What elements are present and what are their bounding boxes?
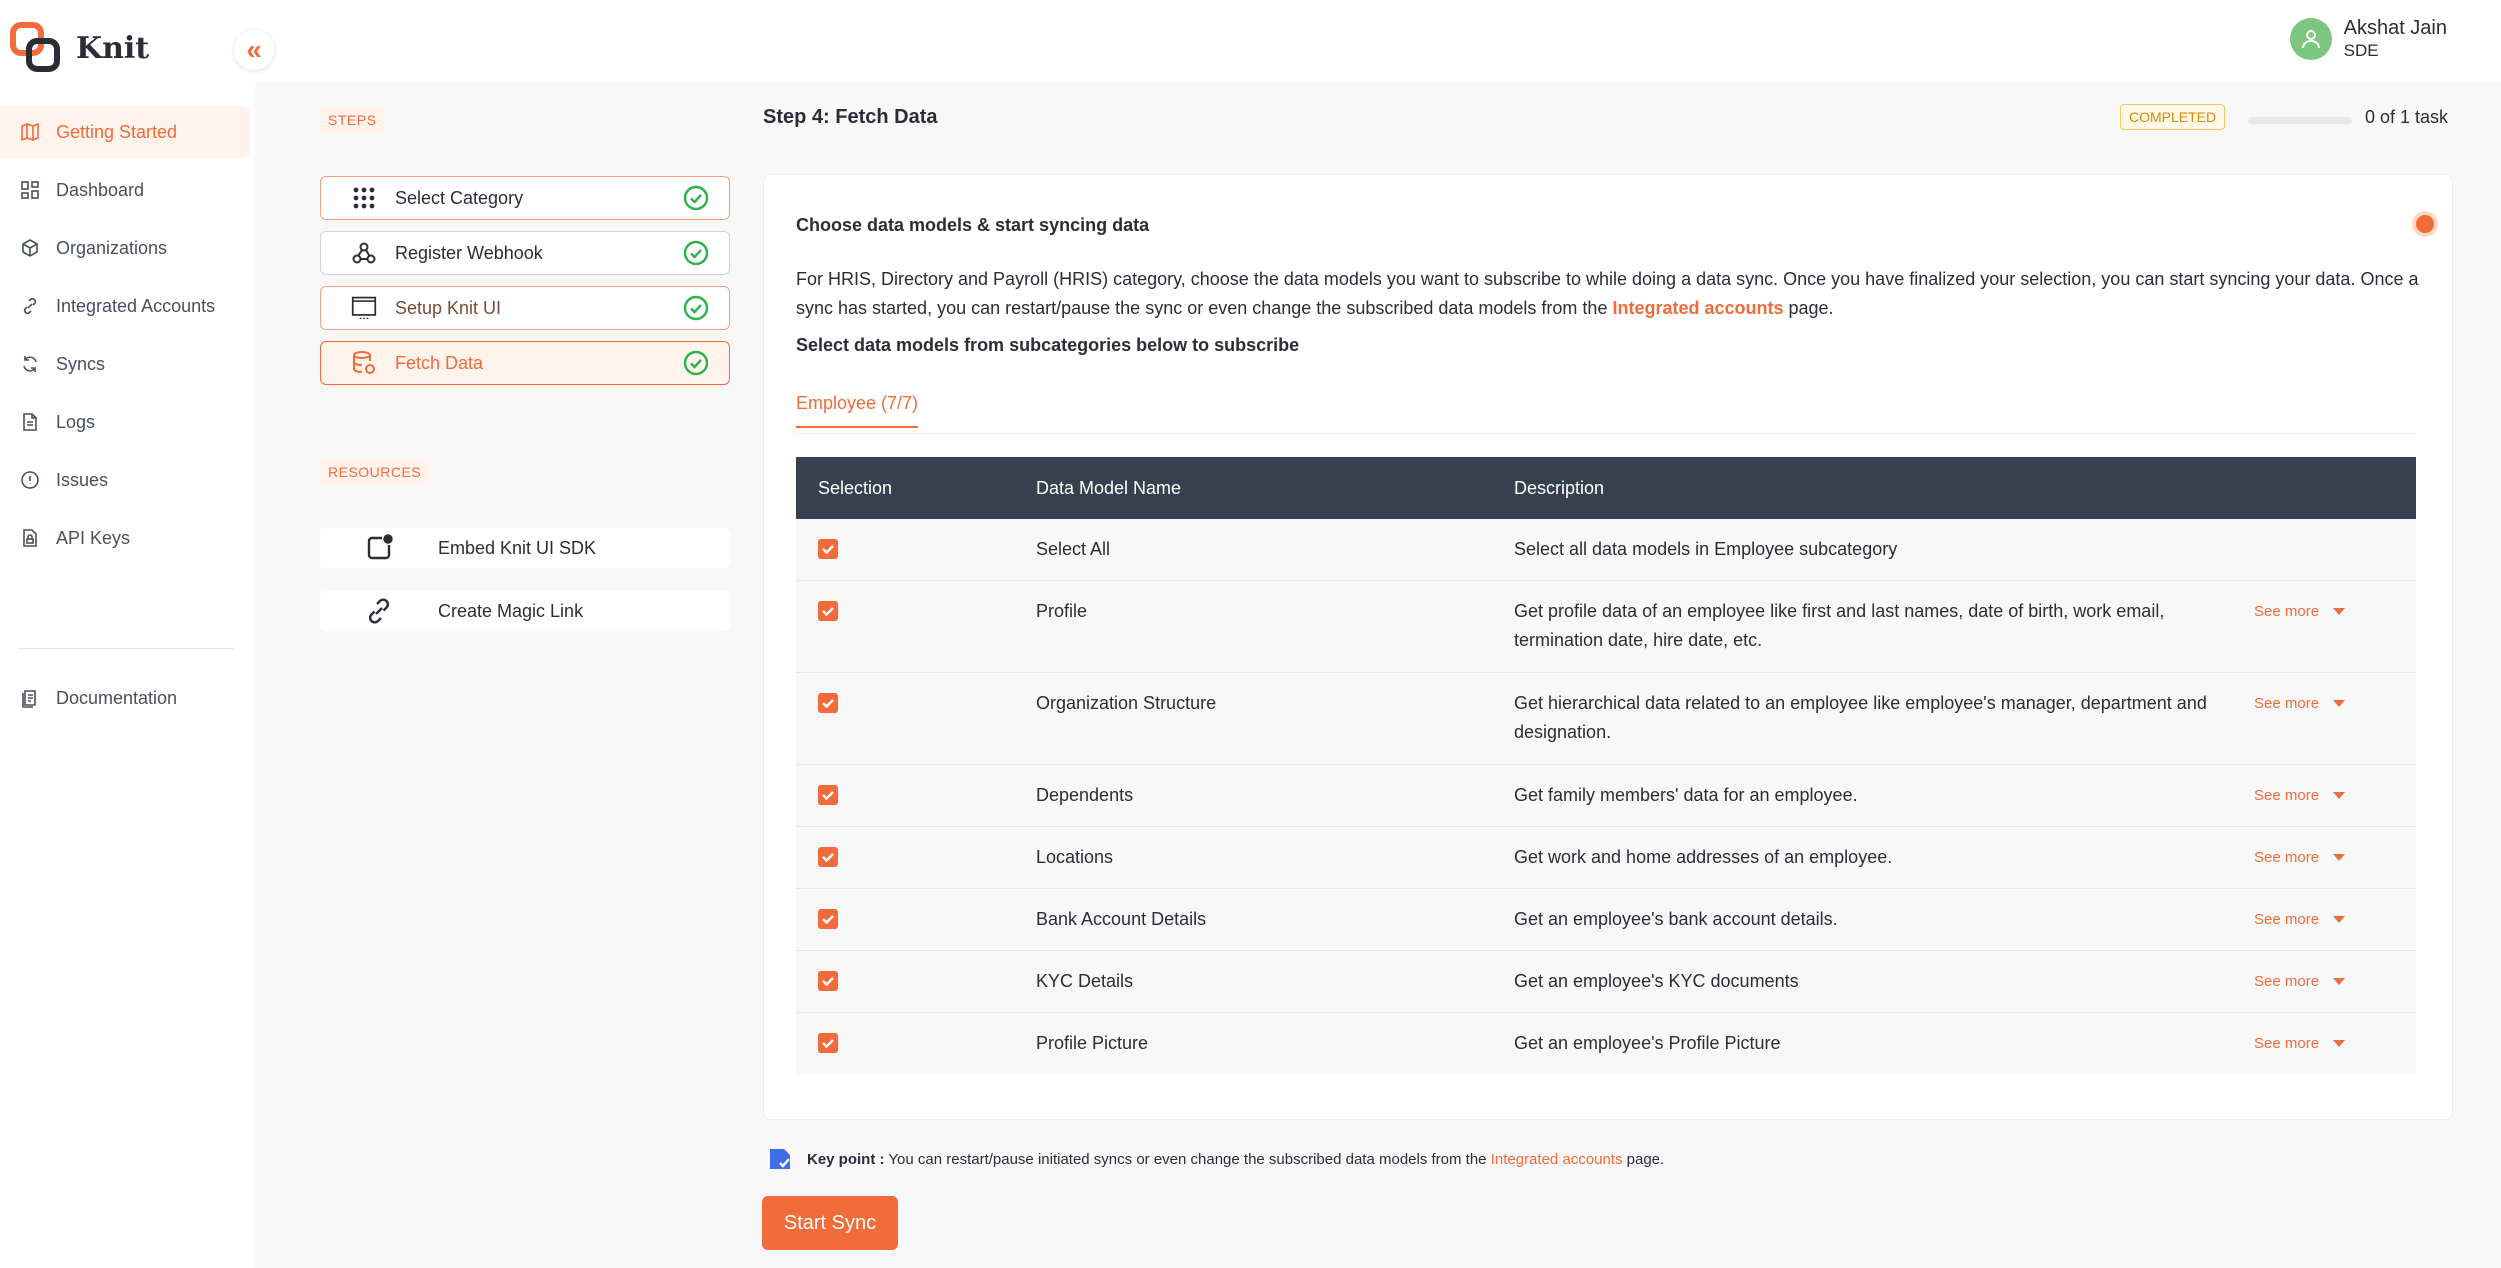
key-point-integrated-accounts-link[interactable]: Integrated accounts xyxy=(1490,1150,1623,1168)
data-model-name: Organization Structure xyxy=(1036,693,1217,713)
main-panel xyxy=(255,82,2501,1268)
column-header-description: Description xyxy=(1514,477,1605,498)
data-model-description: Get an employee's Profile Picture xyxy=(1514,1033,1781,1053)
select-checkbox[interactable] xyxy=(818,1033,838,1053)
sidebar-item-dashboard[interactable] xyxy=(0,164,250,216)
caret-down-icon xyxy=(2333,978,2345,985)
tab-divider xyxy=(796,433,2416,434)
user-name: Akshat Jain xyxy=(2343,17,2447,39)
selection-cell xyxy=(796,905,1036,929)
task-count: 0 of 1 task xyxy=(2365,107,2449,127)
data-model-name: KYC Details xyxy=(1036,971,1134,991)
table-row xyxy=(796,673,2416,765)
column-header-name: Data Model Name xyxy=(1036,477,1182,498)
sidebar-item-label: Logs xyxy=(56,411,96,432)
check-circle-icon xyxy=(683,185,709,211)
resource-label: Embed Knit UI SDK xyxy=(438,537,597,558)
resource-label: Create Magic Link xyxy=(438,600,584,621)
status-dot xyxy=(2416,215,2434,233)
data-model-description: Get profile data of an employee like first and last names, date of birth, work email, termination date, hire date, etc. xyxy=(1514,601,2165,650)
sidebar-item-label: Dashboard xyxy=(56,179,145,200)
top-bar xyxy=(0,0,2501,82)
select-checkbox[interactable] xyxy=(818,601,838,621)
tab-employee[interactable]: Employee (7/7) xyxy=(796,393,918,428)
card-title: Choose data models & start syncing data xyxy=(796,215,1150,235)
step-fetch-data[interactable] xyxy=(320,341,730,385)
see-more-label: See more xyxy=(2254,787,2320,804)
data-model-description: Get an employee's KYC documents xyxy=(1514,971,1799,991)
sidebar-item-logs[interactable] xyxy=(0,396,250,448)
collapse-sidebar-button[interactable] xyxy=(234,30,274,70)
resource-embed-knit-ui-sdk[interactable] xyxy=(320,528,730,568)
selection-cell xyxy=(796,689,1036,713)
avatar xyxy=(2290,18,2332,60)
data-model-description: Select all data models in Employee subcategory xyxy=(1514,539,1898,559)
sidebar-item-documentation[interactable] xyxy=(0,672,250,724)
checkmark-icon xyxy=(821,542,835,556)
data-model-description: Get an employee's bank account details. xyxy=(1514,909,1838,929)
see-more-toggle[interactable] xyxy=(2254,597,2416,626)
selection-cell xyxy=(796,1029,1036,1053)
see-more-toggle[interactable] xyxy=(2254,689,2416,718)
sidebar-divider xyxy=(18,648,234,649)
see-more-toggle[interactable] xyxy=(2254,781,2416,810)
step-setup-knit-ui[interactable] xyxy=(320,286,730,330)
select-checkbox[interactable] xyxy=(818,785,838,805)
data-model-name: Dependents xyxy=(1036,785,1134,805)
sidebar-item-syncs[interactable] xyxy=(0,338,250,390)
table-row xyxy=(796,889,2416,951)
see-more-label: See more xyxy=(2254,1035,2320,1052)
data-model-name: Profile Picture xyxy=(1036,1033,1149,1053)
data-model-table xyxy=(796,457,2416,1075)
data-model-description: Get hierarchical data related to an employee like employee's manager, department and designation. xyxy=(1514,693,2207,742)
selection-cell xyxy=(796,535,1036,559)
table-body xyxy=(796,519,2416,1075)
webhook-icon xyxy=(351,240,377,266)
select-checkbox[interactable] xyxy=(818,539,838,559)
caret-down-icon xyxy=(2333,1040,2345,1047)
book-icon xyxy=(20,688,40,708)
sidebar-item-issues[interactable] xyxy=(0,454,250,506)
see-more-toggle[interactable] xyxy=(2254,1029,2416,1058)
app-name: Knit xyxy=(76,30,150,66)
checkmark-icon xyxy=(821,788,835,802)
dots-grid-icon xyxy=(351,185,377,211)
sidebar-item-label: Syncs xyxy=(56,353,106,374)
checkmark-icon xyxy=(821,850,835,864)
steps-tag: STEPS xyxy=(320,108,384,132)
data-model-name: Select All xyxy=(1036,539,1111,559)
checkmark-icon xyxy=(821,912,835,926)
step-label: Setup Knit UI xyxy=(395,297,502,318)
sidebar-item-label: Issues xyxy=(56,469,109,490)
database-icon xyxy=(351,350,377,376)
file-lock-icon xyxy=(20,528,40,548)
logo[interactable] xyxy=(10,22,149,74)
task-progress-bar xyxy=(2248,117,2352,124)
column-header-selection: Selection xyxy=(818,477,893,498)
refresh-icon xyxy=(20,354,40,374)
see-more-toggle[interactable] xyxy=(2254,967,2416,996)
integrated-accounts-link[interactable]: Integrated accounts xyxy=(1612,298,1784,318)
knit-logo-icon xyxy=(10,22,62,74)
data-model-name: Bank Account Details xyxy=(1036,909,1207,929)
see-more-label: See more xyxy=(2254,911,2320,928)
key-point-text-end: page. xyxy=(1622,1150,1665,1168)
sidebar-item-label: Integrated Accounts xyxy=(56,295,216,316)
check-circle-icon xyxy=(683,240,709,266)
caret-down-icon xyxy=(2333,608,2345,615)
see-more-label: See more xyxy=(2254,973,2320,990)
user-profile[interactable] xyxy=(2290,16,2447,62)
see-more-toggle[interactable] xyxy=(2254,905,2416,934)
sidebar-item-getting-started[interactable] xyxy=(0,106,250,158)
select-checkbox[interactable] xyxy=(818,847,838,867)
data-model-name: Profile xyxy=(1036,601,1088,621)
cube-icon xyxy=(20,238,40,258)
table-header xyxy=(796,457,2416,519)
checkmark-icon xyxy=(821,1036,835,1050)
sidebar xyxy=(0,82,255,1268)
selection-cell xyxy=(796,843,1036,867)
see-more-label: See more xyxy=(2254,603,2320,620)
selection-cell xyxy=(796,597,1036,621)
table-row xyxy=(796,1013,2416,1075)
step-label: Select Category xyxy=(395,187,524,208)
step-register-webhook[interactable] xyxy=(320,231,730,275)
page-title: Step 4: Fetch Data xyxy=(763,106,938,128)
step-label: Register Webhook xyxy=(395,242,543,263)
checkmark-icon xyxy=(821,974,835,988)
link-icon xyxy=(20,296,40,316)
caret-down-icon xyxy=(2333,916,2345,923)
sidebar-item-label: Organizations xyxy=(56,237,168,258)
table-row xyxy=(796,827,2416,889)
resource-create-magic-link[interactable] xyxy=(320,591,730,631)
caret-down-icon xyxy=(2333,854,2345,861)
checkmark-icon xyxy=(821,696,835,710)
sidebar-item-organizations[interactable] xyxy=(0,222,250,274)
status-badge: COMPLETED xyxy=(2120,104,2225,130)
step-label: Fetch Data xyxy=(395,352,484,373)
selection-cell xyxy=(796,967,1036,991)
check-circle-icon xyxy=(683,350,709,376)
caret-down-icon xyxy=(2333,700,2345,707)
select-checkbox[interactable] xyxy=(818,693,838,713)
map-icon xyxy=(20,122,40,142)
data-model-description: Get family members' data for an employee. xyxy=(1514,785,1858,805)
select-checkbox[interactable] xyxy=(818,909,838,929)
key-point xyxy=(767,1146,1664,1172)
table-row xyxy=(796,581,2416,673)
link-icon xyxy=(364,596,394,626)
see-more-label: See more xyxy=(2254,849,2320,866)
start-sync-button[interactable]: Start Sync xyxy=(762,1196,898,1250)
table-row xyxy=(796,765,2416,827)
data-model-description: Get work and home addresses of an employee. xyxy=(1514,847,1893,867)
selection-cell xyxy=(796,781,1036,805)
alert-circle-icon xyxy=(20,470,40,490)
see-more-label: See more xyxy=(2254,695,2320,712)
grid-icon xyxy=(20,180,40,200)
description-text-end: page. xyxy=(1783,298,1834,318)
note-icon xyxy=(767,1146,793,1172)
sidebar-item-api-keys[interactable] xyxy=(0,512,250,564)
checkmark-icon xyxy=(821,604,835,618)
user-icon xyxy=(2299,27,2323,51)
sidebar-item-label: Getting Started xyxy=(56,121,178,142)
check-circle-icon xyxy=(683,295,709,321)
data-model-card xyxy=(763,174,2453,1120)
table-row xyxy=(796,519,2416,581)
card-description xyxy=(796,265,2426,323)
data-model-name: Locations xyxy=(1036,847,1114,867)
double-chevron-left-icon: « xyxy=(246,34,262,65)
table-row xyxy=(796,951,2416,1013)
sidebar-item-label: API Keys xyxy=(56,527,131,548)
subcategory-heading: Select data models from subcategories below to subscribe xyxy=(796,335,1300,355)
key-point-text: You can restart/pause initiated syncs or even change the subscribed data models from the xyxy=(884,1150,1491,1168)
description-text: For HRIS, Directory and Payroll (HRIS) category, choose the data models you want to subscribe to while doing a data sync. Once you have finalized your selection, you can start syncing your data. Once a sync has started, you can restart/pause the sync or even change the subscribed data models from the xyxy=(796,269,2419,318)
embed-icon xyxy=(364,533,394,563)
caret-down-icon xyxy=(2333,792,2345,799)
step-select-category[interactable] xyxy=(320,176,730,220)
user-role: SDE xyxy=(2343,41,2379,60)
key-point-label: Key point : xyxy=(807,1150,885,1168)
resources-tag: RESOURCES xyxy=(320,460,429,484)
see-more-toggle[interactable] xyxy=(2254,843,2416,872)
sidebar-item-label: Documentation xyxy=(56,687,178,708)
file-icon xyxy=(20,412,40,432)
monitor-icon xyxy=(351,295,377,321)
sidebar-item-integrated-accounts[interactable] xyxy=(0,280,250,332)
select-checkbox[interactable] xyxy=(818,971,838,991)
